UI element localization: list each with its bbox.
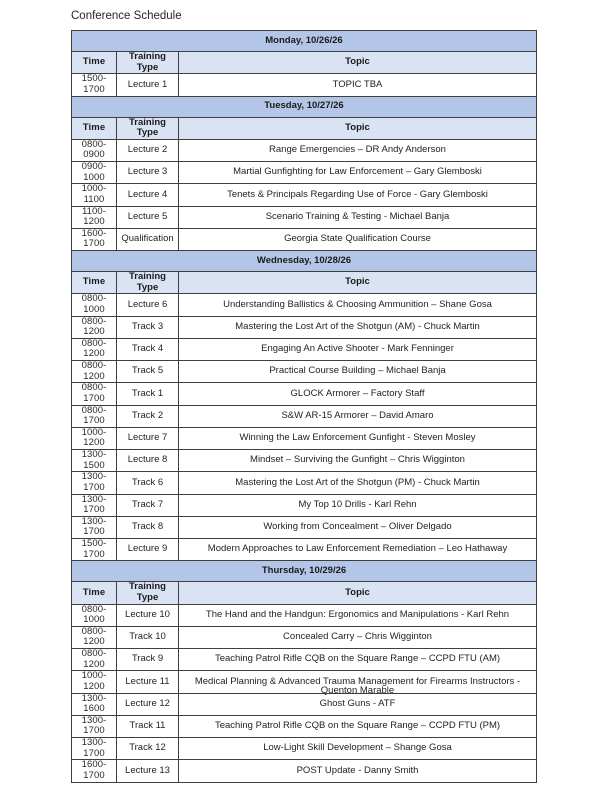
topic-cell: Understanding Ballistics & Choosing Ammunition – Shane Gosa xyxy=(179,294,537,316)
column-header-time: Time xyxy=(72,582,117,604)
topic-cell: Teaching Patrol Rifle CQB on the Square Range – CCPD FTU (AM) xyxy=(179,649,537,671)
time-cell: 0800-1200 xyxy=(72,316,117,338)
topic-cell: My Top 10 Drills - Karl Rehn xyxy=(179,494,537,516)
time-cell: 1300-1700 xyxy=(72,472,117,494)
column-header-time: Time xyxy=(72,52,117,74)
column-header-row xyxy=(72,52,537,74)
topic-cell: Teaching Patrol Rifle CQB on the Square Range – CCPD FTU (PM) xyxy=(179,715,537,737)
topic-cell: Practical Course Building – Michael Banja xyxy=(179,361,537,383)
day-header-row xyxy=(72,31,537,52)
topic-cell: POST Update - Danny Smith xyxy=(179,760,537,782)
training-type-cell: Lecture 1 xyxy=(117,74,179,96)
column-header-training-type: Training Type xyxy=(117,117,179,139)
time-cell: 1000-1200 xyxy=(72,427,117,449)
schedule-row xyxy=(72,228,537,250)
time-cell: 0800-1200 xyxy=(72,649,117,671)
training-type-cell: Track 2 xyxy=(117,405,179,427)
column-header-row xyxy=(72,117,537,139)
topic-cell: Tenets & Principals Regarding Use of Force - Gary Glemboski xyxy=(179,184,537,206)
schedule-row xyxy=(72,383,537,405)
training-type-cell: Lecture 5 xyxy=(117,206,179,228)
schedule-row xyxy=(72,405,537,427)
topic-cell: Range Emergencies – DR Andy Anderson xyxy=(179,139,537,161)
schedule-row xyxy=(72,162,537,184)
day-header: Monday, 10/26/26 xyxy=(72,31,537,52)
training-type-cell: Lecture 13 xyxy=(117,760,179,782)
training-type-cell: Track 3 xyxy=(117,316,179,338)
topic-cell: Working from Concealment – Oliver Delgado xyxy=(179,516,537,538)
training-type-cell: Lecture 2 xyxy=(117,139,179,161)
time-cell: 0800-1200 xyxy=(72,361,117,383)
day-header: Thursday, 10/29/26 xyxy=(72,561,537,582)
training-type-cell: Lecture 7 xyxy=(117,427,179,449)
schedule-row xyxy=(72,316,537,338)
time-cell: 0800-1000 xyxy=(72,604,117,626)
schedule-row xyxy=(72,361,537,383)
topic-cell: Georgia State Qualification Course xyxy=(179,228,537,250)
time-cell: 1000-1200 xyxy=(72,671,117,693)
column-header-topic: Topic xyxy=(179,52,537,74)
topic-cell: Engaging An Active Shooter - Mark Fenninger xyxy=(179,338,537,360)
day-header-row xyxy=(72,96,537,117)
training-type-cell: Track 4 xyxy=(117,338,179,360)
schedule-row xyxy=(72,338,537,360)
training-type-cell: Lecture 11 xyxy=(117,671,179,693)
schedule-row xyxy=(72,74,537,96)
training-type-cell: Track 7 xyxy=(117,494,179,516)
training-type-cell: Track 11 xyxy=(117,715,179,737)
schedule-row xyxy=(72,626,537,648)
time-cell: 0800-1000 xyxy=(72,294,117,316)
column-header-topic: Topic xyxy=(179,117,537,139)
training-type-cell: Track 6 xyxy=(117,472,179,494)
schedule-row xyxy=(72,472,537,494)
topic-cell: Martial Gunfighting for Law Enforcement – Gary Glemboski xyxy=(179,162,537,184)
column-header-topic: Topic xyxy=(179,582,537,604)
training-type-cell: Track 12 xyxy=(117,738,179,760)
column-header-row xyxy=(72,272,537,294)
time-cell: 1300-1700 xyxy=(72,516,117,538)
time-cell: 0800-1200 xyxy=(72,338,117,360)
time-cell: 1500-1700 xyxy=(72,539,117,561)
schedule-row xyxy=(72,427,537,449)
topic-cell: Ghost Guns - ATF xyxy=(179,693,537,715)
schedule-row xyxy=(72,693,537,715)
page-title: Conference Schedule xyxy=(71,10,182,22)
schedule-row xyxy=(72,494,537,516)
topic-cell: GLOCK Armorer – Factory Staff xyxy=(179,383,537,405)
time-cell: 0800-1700 xyxy=(72,383,117,405)
schedule-row xyxy=(72,738,537,760)
time-cell: 1600-1700 xyxy=(72,760,117,782)
training-type-cell: Track 1 xyxy=(117,383,179,405)
topic-text: Medical Planning & Advanced Trauma Management for Firearms Instructors - xyxy=(194,675,521,687)
schedule-row xyxy=(72,539,537,561)
time-cell: 1300-1700 xyxy=(72,738,117,760)
schedule-table-body xyxy=(72,31,537,783)
schedule-row xyxy=(72,760,537,782)
training-type-cell: Qualification xyxy=(117,228,179,250)
time-cell: 0800-1700 xyxy=(72,405,117,427)
training-type-cell: Lecture 3 xyxy=(117,162,179,184)
schedule-row xyxy=(72,184,537,206)
time-cell: 1300-1700 xyxy=(72,715,117,737)
time-cell: 1300-1600 xyxy=(72,693,117,715)
day-header-row xyxy=(72,561,537,582)
column-header-training-type: Training Type xyxy=(117,52,179,74)
day-header: Tuesday, 10/27/26 xyxy=(72,96,537,117)
column-header-training-type: Training Type xyxy=(117,272,179,294)
training-type-cell: Lecture 12 xyxy=(117,693,179,715)
time-cell: 1300-1700 xyxy=(72,494,117,516)
topic-cell: Scenario Training & Testing - Michael Banja xyxy=(179,206,537,228)
schedule-row xyxy=(72,206,537,228)
topic-cell: Mindset – Surviving the Gunfight – Chris Wigginton xyxy=(179,450,537,472)
time-cell: 1500-1700 xyxy=(72,74,117,96)
topic-cell: S&W AR-15 Armorer – David Amaro xyxy=(179,405,537,427)
training-type-cell: Lecture 8 xyxy=(117,450,179,472)
day-header-row xyxy=(72,251,537,272)
topic-cell: The Hand and the Handgun: Ergonomics and Manipulations - Karl Rehn xyxy=(179,604,537,626)
column-header-time: Time xyxy=(72,117,117,139)
column-header-time: Time xyxy=(72,272,117,294)
topic-cell: Low-Light Skill Development – Shange Gosa xyxy=(179,738,537,760)
time-cell: 0800-1200 xyxy=(72,626,117,648)
topic-cell: Concealed Carry – Chris Wigginton xyxy=(179,626,537,648)
time-cell: 1000-1100 xyxy=(72,184,117,206)
topic-cell: Mastering the Lost Art of the Shotgun (AM) - Chuck Martin xyxy=(179,316,537,338)
training-type-cell: Lecture 10 xyxy=(117,604,179,626)
training-type-cell: Track 8 xyxy=(117,516,179,538)
topic-cell: Winning the Law Enforcement Gunfight - Steven Mosley xyxy=(179,427,537,449)
time-cell: 0900-1000 xyxy=(72,162,117,184)
schedule-row xyxy=(72,294,537,316)
schedule-row xyxy=(72,649,537,671)
topic-cell: TOPIC TBA xyxy=(179,74,537,96)
schedule-table xyxy=(71,30,537,783)
column-header-topic: Topic xyxy=(179,272,537,294)
schedule-row xyxy=(72,715,537,737)
training-type-cell: Track 5 xyxy=(117,361,179,383)
schedule-row xyxy=(72,139,537,161)
column-header-row xyxy=(72,582,537,604)
schedule-row xyxy=(72,671,537,693)
training-type-cell: Track 10 xyxy=(117,626,179,648)
schedule-row xyxy=(72,516,537,538)
training-type-cell: Lecture 4 xyxy=(117,184,179,206)
time-cell: 1300-1500 xyxy=(72,450,117,472)
time-cell: 0800-0900 xyxy=(72,139,117,161)
column-header-training-type: Training Type xyxy=(117,582,179,604)
schedule-row xyxy=(72,450,537,472)
training-type-cell: Track 9 xyxy=(117,649,179,671)
topic-cell: Modern Approaches to Law Enforcement Remediation – Leo Hathaway xyxy=(179,539,537,561)
topic-cell: Mastering the Lost Art of the Shotgun (PM) - Chuck Martin xyxy=(179,472,537,494)
time-cell: 1100-1200 xyxy=(72,206,117,228)
time-cell: 1600-1700 xyxy=(72,228,117,250)
day-header: Wednesday, 10/28/26 xyxy=(72,251,537,272)
training-type-cell: Lecture 9 xyxy=(117,539,179,561)
topic-cell xyxy=(179,671,537,697)
schedule-row xyxy=(72,604,537,626)
training-type-cell: Lecture 6 xyxy=(117,294,179,316)
topic-overflow-text: Quenton Marable xyxy=(320,685,395,697)
